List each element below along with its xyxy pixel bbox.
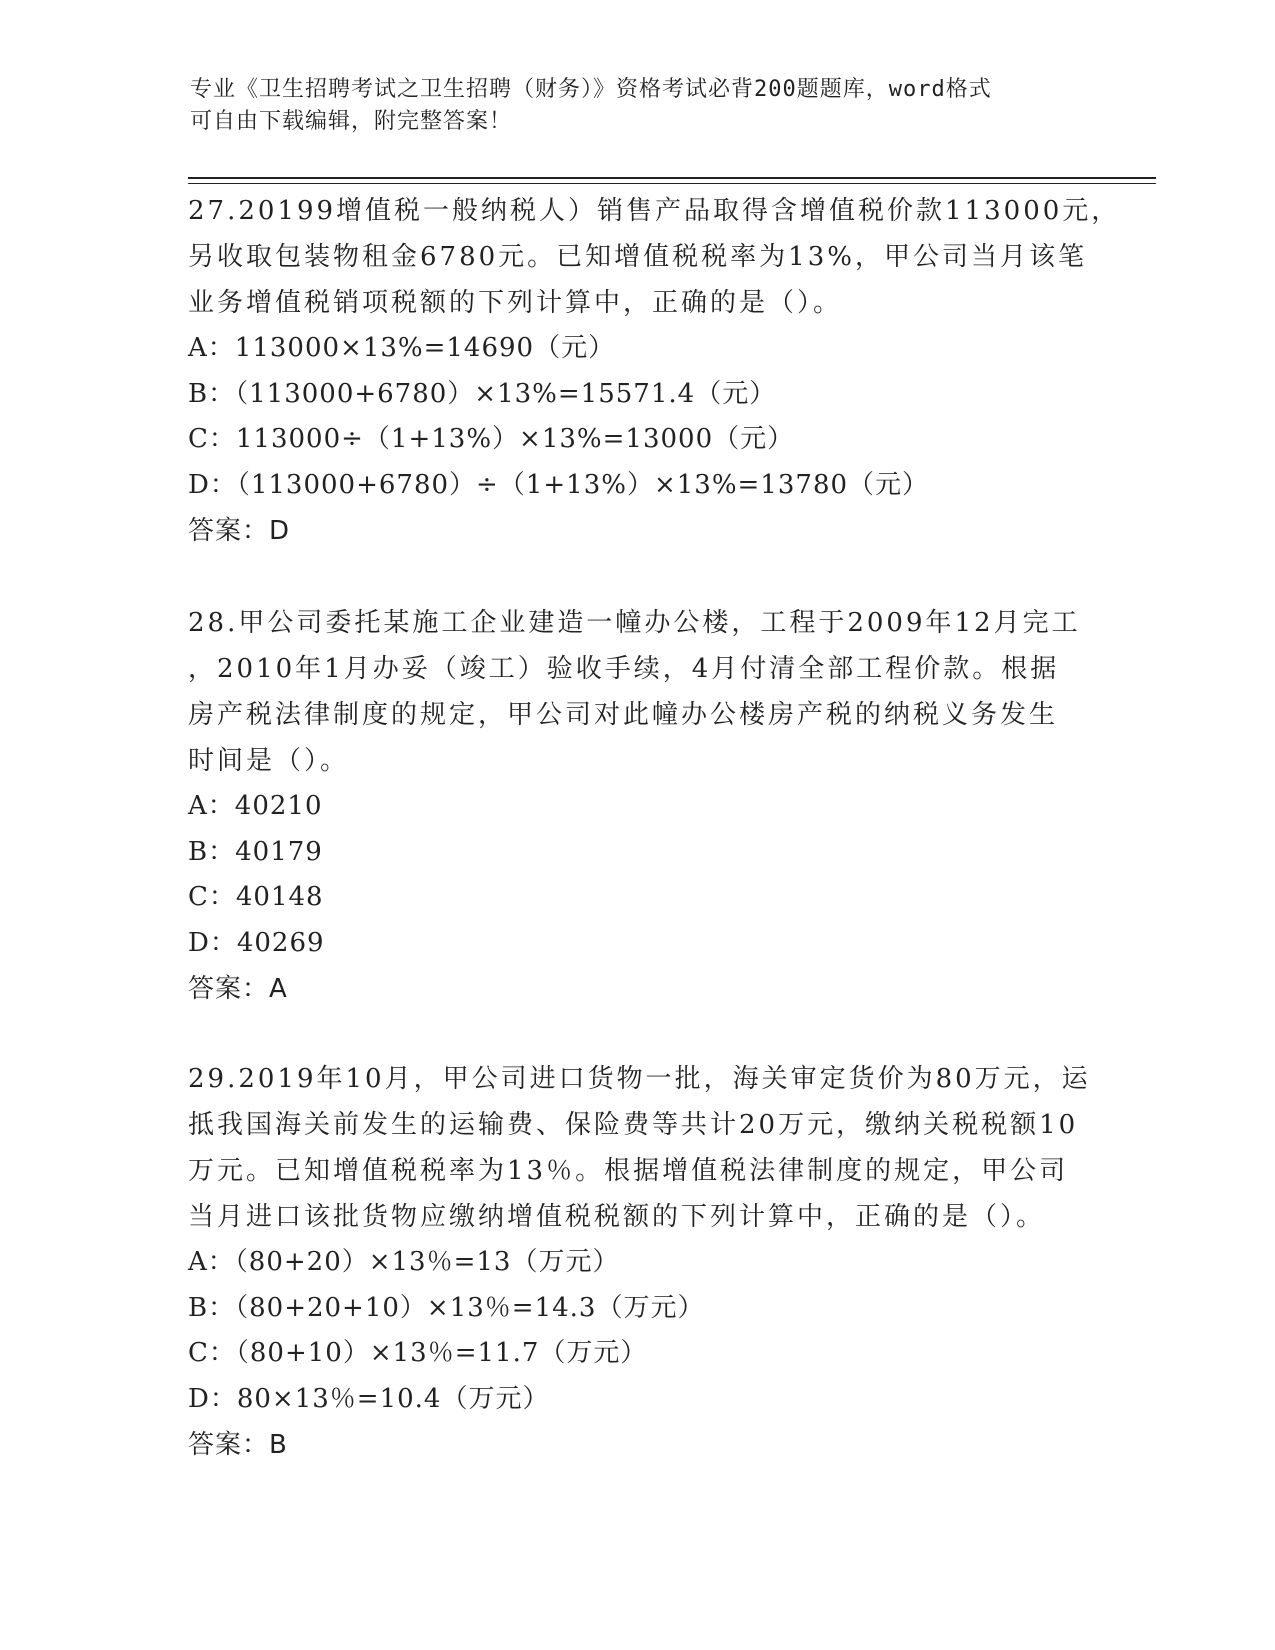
header-divider-thin (188, 183, 1156, 184)
option-c: C：40148 (188, 882, 324, 912)
question-27 (188, 188, 1121, 554)
question-stem-line: ，2010年1月办妥（竣工）验收手续，4月付清全部工程价款。根据 (188, 654, 1060, 684)
question-stem-line: 当月进口该批货物应缴纳增值税税额的下列计算中，正确的是（）。 (188, 1202, 1046, 1232)
question-stem-line: 业务增值税销项税额的下列计算中，正确的是（）。 (188, 288, 843, 318)
option-c: C：113000÷（1+13%）×13%=13000（元） (188, 424, 795, 454)
option-d: D：40269 (188, 927, 325, 958)
option-b: B：（113000+6780）×13%=15571.4（元） (188, 378, 777, 409)
document-header (190, 74, 1070, 138)
question-stem-line: 抵我国海关前发生的运输费、保险费等共计20万元，缴纳关税税额10 (188, 1110, 1079, 1140)
option-b: B：40179 (188, 836, 323, 867)
question-stem-line: 万元。已知增值税税率为13％。根据增值税法律制度的规定，甲公司 (188, 1156, 1069, 1186)
header-title-line-1: 专业《卫生招聘考试之卫生招聘（财务）》资格考试必背200题题库，word格式 (190, 77, 992, 102)
option-d: D：（113000+6780）÷（1+13%）×13%=13780（元） (188, 469, 930, 500)
header-title-line-2: 可自由下载编辑，附完整答案！ (190, 109, 513, 134)
option-a: A：（80+20）×13％=13（万元） (188, 1247, 620, 1277)
question-stem-line: 另收取包装物租金6780元。已知增值税税率为13%，甲公司当月该笔 (188, 242, 1087, 272)
question-stem-line: 时间是（）。 (188, 746, 350, 776)
question-stem-line: 29.2019年10月，甲公司进口货物一批，海关审定货价为80万元，运 (188, 1064, 1091, 1094)
question-stem-line: 房产税法律制度的规定，甲公司对此幢办公楼房产税的纳税义务发生 (188, 700, 1059, 730)
option-a: A：40210 (188, 791, 323, 821)
question-29 (188, 1056, 1091, 1468)
answer-line: 答案：A (188, 974, 288, 1004)
header-divider-thick (188, 177, 1156, 179)
answer-line: 答案：B (188, 1430, 288, 1460)
option-c: C：（80+10）×13％=11.7（万元） (188, 1338, 648, 1368)
question-28 (188, 600, 1088, 1012)
answer-line: 答案：D (188, 516, 291, 546)
question-stem-line: 28.甲公司委托某施工企业建造一幢办公楼，工程于2009年12月完工 (188, 608, 1081, 638)
option-a: A：113000×13%=14690（元） (188, 333, 616, 363)
question-stem-line: 27.20199增值税一般纳税人）销售产品取得含增值税价款113000元， (188, 196, 1121, 226)
option-d: D：80×13％=10.4（万元） (188, 1383, 550, 1414)
option-b: B：（80+20+10）×13％=14.3（万元） (188, 1292, 705, 1323)
